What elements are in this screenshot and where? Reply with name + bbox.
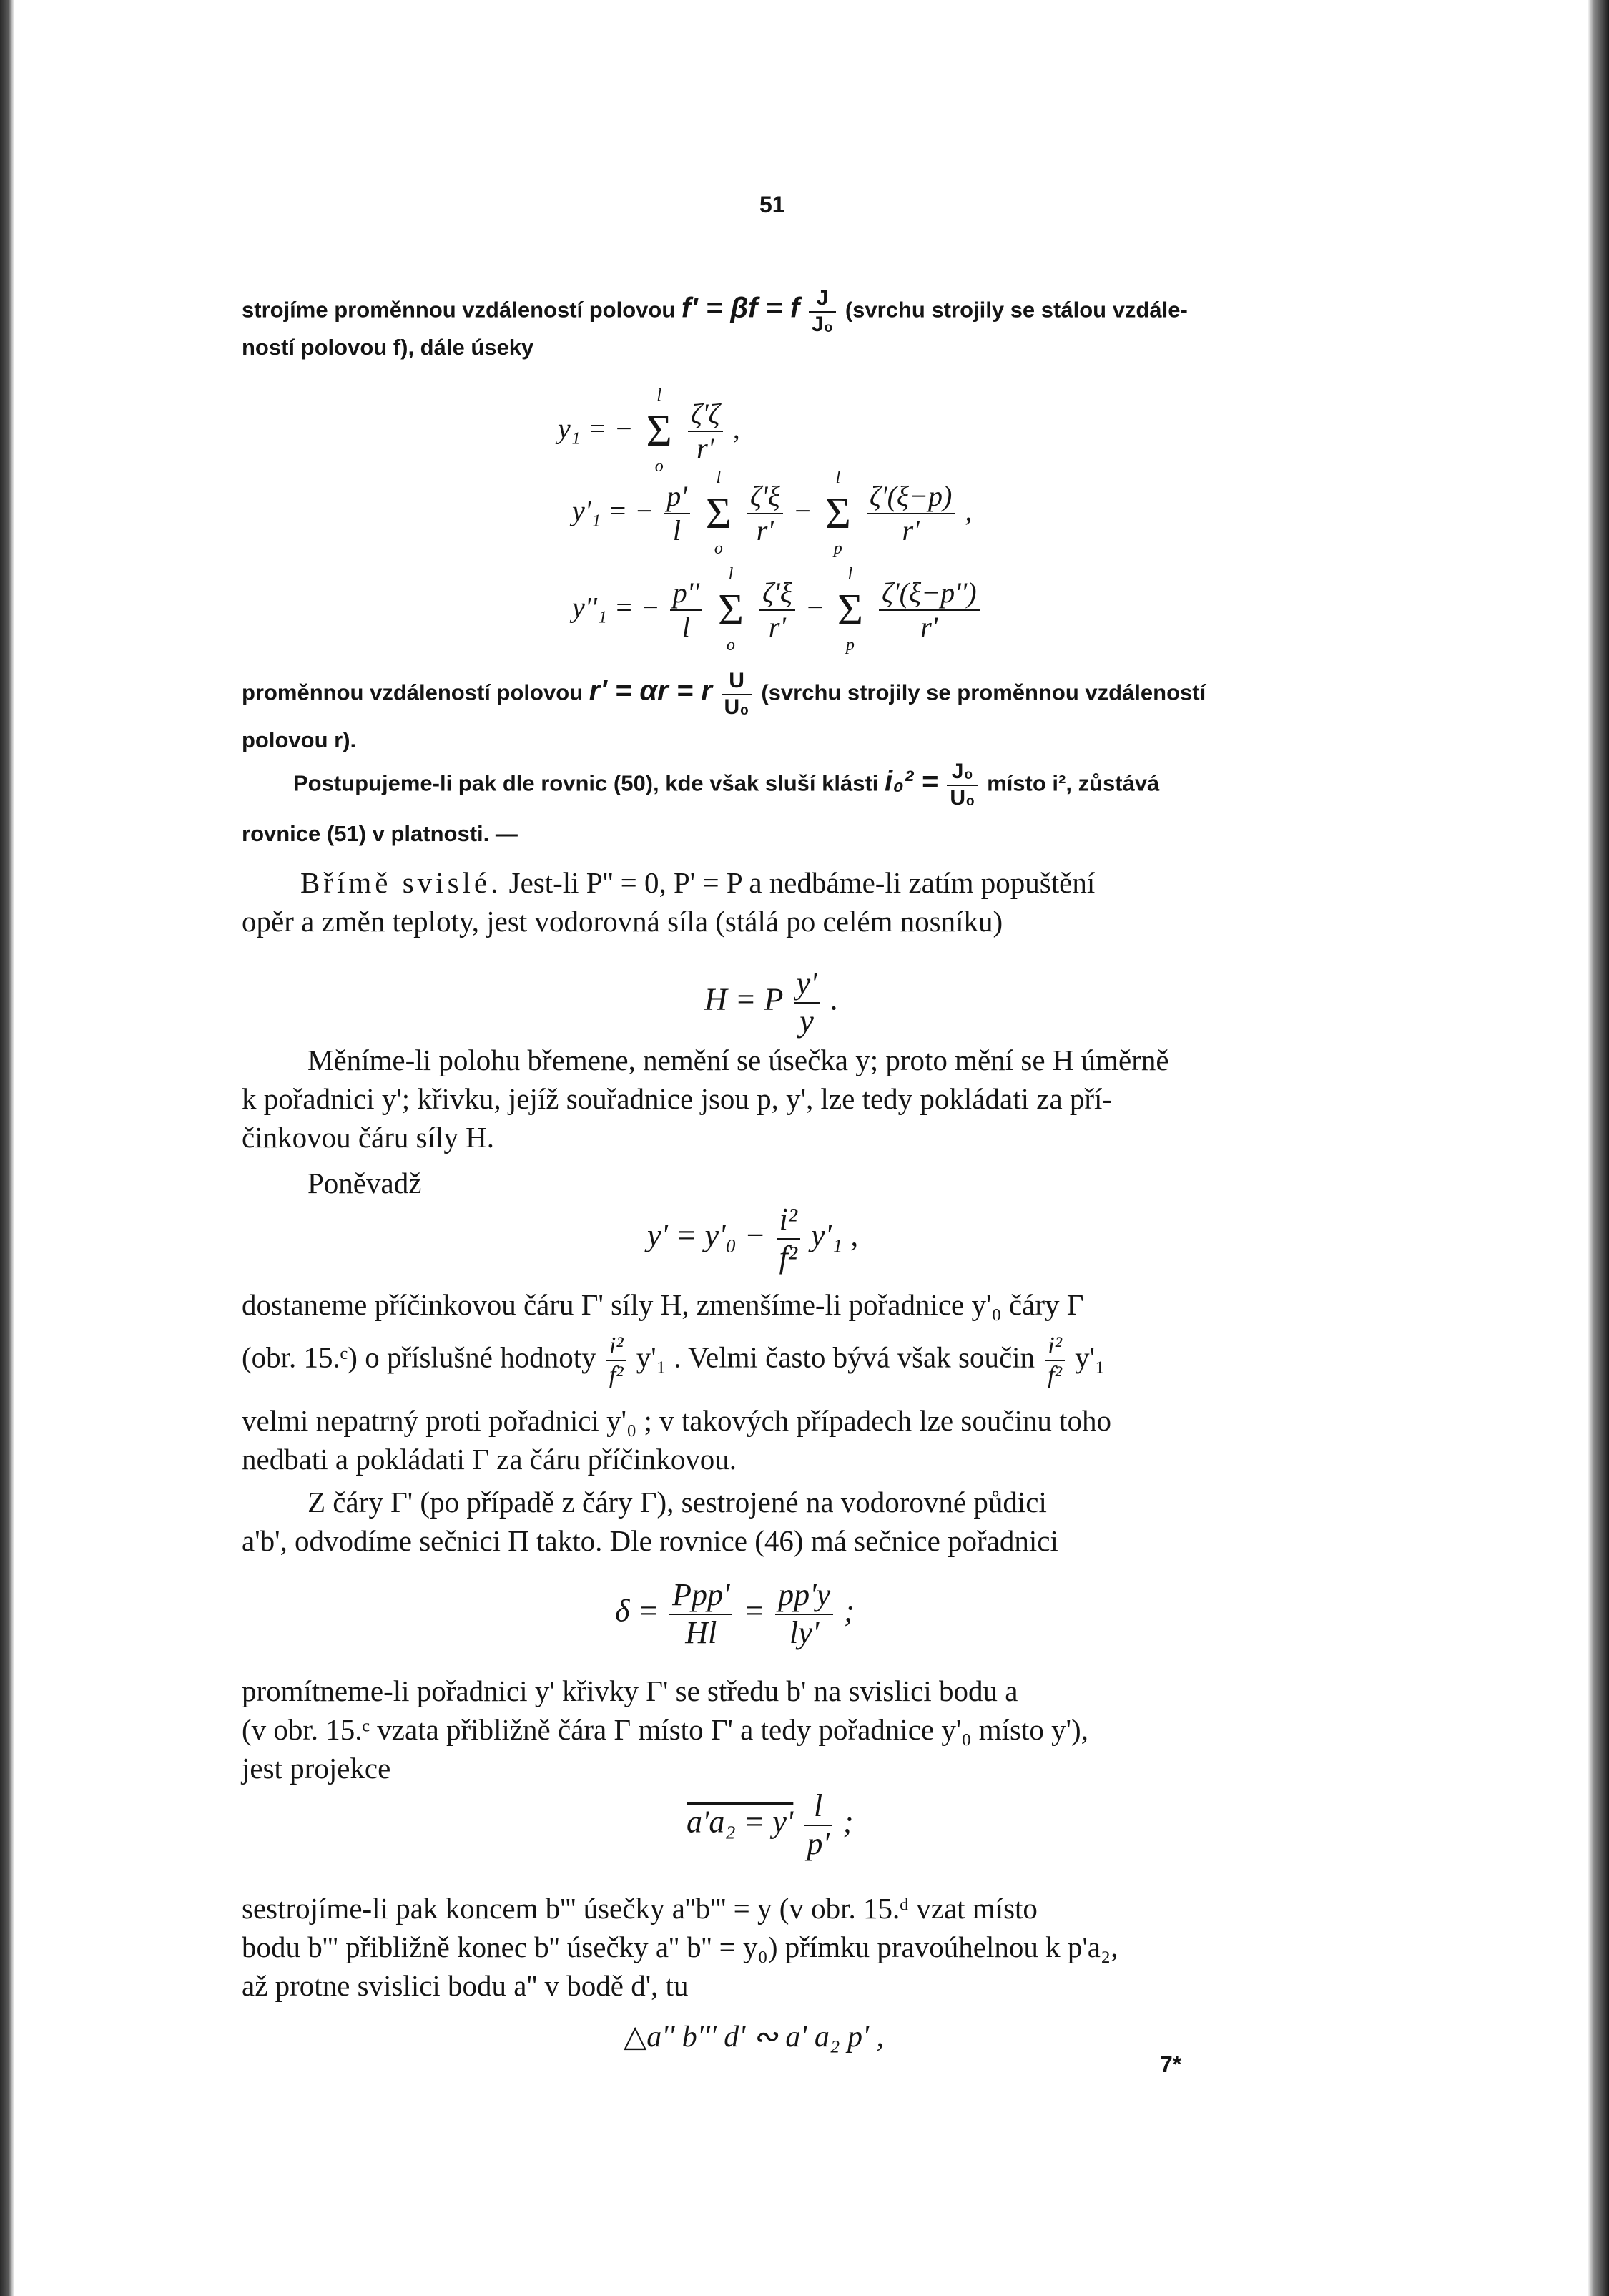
fraction-J0-over-U0 (947, 760, 978, 810)
fraction-denominator: Hl (685, 1614, 717, 1650)
page-number: 51 (759, 192, 785, 217)
fraction-numerator: ζ'ξ (759, 577, 795, 611)
equation-lhs: y₁ = − (558, 412, 634, 445)
equation-equals: = (743, 1593, 765, 1629)
fraction-denominator: r' (920, 611, 938, 644)
equation-comma: , (965, 494, 973, 527)
sum-limits (835, 565, 866, 655)
fraction-numerator: U (722, 669, 752, 695)
sum-sign: Σ (646, 406, 672, 456)
sum-sign: Σ (705, 489, 732, 538)
equation-H (704, 966, 839, 1039)
fraction-y-prime-over-y (794, 966, 820, 1039)
equation-semicolon: ; (844, 1593, 855, 1629)
equation-y1 (558, 386, 740, 476)
fraction-zeta (688, 398, 723, 465)
fraction-numerator: i² (777, 1202, 800, 1240)
fraction-J-over-J0 (809, 286, 836, 337)
sum-upper: l (835, 468, 841, 487)
text-line-1-end: (svrchu strojily se stálou vzdále- (845, 297, 1188, 323)
equation-triangle-similarity: △a'' b''' d' ∾ a' a₂ p' , (624, 2021, 884, 2054)
equation-comma: , (732, 412, 740, 445)
fraction-denominator: y (799, 1003, 814, 1039)
page-edge-right (1588, 0, 1609, 2296)
paragraph-5-line-1: Z čáry Γ' (po případě z čáry Γ), sestrojené na vodorovné půdici (307, 1486, 1047, 1519)
equation-tail: y'₁ , (810, 1217, 859, 1253)
text-line-3-end: (svrchu strojily se proměnnou vzdáleností (761, 680, 1206, 705)
equation-y1-double-prime: y''₁ = − $\frac{p''}{l}$ l Σ o $\frac{\zeta'\xi}{r'}$ − l Σ p $\frac{\zeta'(\xi-p'')}{r'}$ (572, 565, 983, 655)
sum-upper: l (716, 468, 722, 487)
text-line-5-start: Postupujeme-li pak dle rovnic (50), kde však sluší klásti (293, 770, 879, 796)
paragraph-4-text-a: (obr. 15.ᶜ) o příslušné hodnoty (242, 1340, 596, 1374)
fraction-p-over-l (664, 480, 690, 547)
fraction-numerator: pp'y (775, 1577, 833, 1615)
paragraph-7-line-3: až protne svislici bodu a'' v bodě d', tu (242, 1969, 689, 2002)
fraction-l-over-p (804, 1788, 832, 1862)
fraction-numerator: Ppp' (669, 1577, 732, 1615)
fraction-denominator: ly' (789, 1614, 820, 1650)
text-line-2: ností polovou f), dále úseky (242, 335, 534, 360)
sum-limits (703, 468, 734, 559)
paragraph-2-line-2: k pořadnici y'; křivku, jejíž souřadnice jsou p, y', lze tedy pokládati za pří- (242, 1082, 1113, 1115)
fraction-i2-over-f2 (777, 1202, 800, 1275)
equation-y1-prime: y'₁ = − $\frac{p'}{l}$ l Σ o $\frac{\zeta'\xi}{r'}$ − l Σ p $\frac{\zeta'(\xi-p)}{r'}$ , (572, 468, 973, 558)
fraction-numerator: l (804, 1788, 832, 1826)
fraction-Ppp-over-Hl (669, 1577, 732, 1651)
equation-lhs: y''₁ = − (572, 591, 660, 624)
sum-lower: o (714, 539, 723, 558)
equation-lhs: δ = (615, 1593, 659, 1629)
equation-y-prime (647, 1202, 858, 1275)
equation-i0: i₀² = (885, 765, 938, 798)
sum-lower: p (845, 635, 855, 654)
text-line-6: rovnice (51) v platnosti. — (242, 821, 518, 846)
equation-f-prime: f' = βf = f (681, 292, 800, 324)
text-line-5-end: místo i², zůstává (987, 770, 1160, 796)
paragraph-4-line-4: nedbati a pokládati Γ za čáru příčinkovou. (242, 1443, 737, 1476)
fraction-denominator: J₀ (812, 312, 834, 336)
fraction-denominator: U₀ (724, 695, 749, 719)
fraction-zeta-xi-minus-p (867, 480, 955, 547)
sum-limits (644, 386, 675, 476)
fraction-denominator: l (672, 514, 682, 547)
fraction-denominator: l (682, 611, 690, 644)
sum-lower: o (654, 456, 664, 476)
paragraph-4-line-1: dostaneme příčinkovou čáru Γ' síly H, zmenšíme-li pořadnice y'₀ čáry Γ (242, 1288, 1084, 1321)
fraction-U-over-U0 (722, 669, 752, 720)
paragraph-4-line-2 (242, 1332, 1105, 1389)
equation-projection (687, 1788, 853, 1862)
paragraph-4-text-c: y'₁ (1075, 1340, 1106, 1374)
paragraph-7-line-1: sestrojíme-li pak koncem b''' úsečky a''b''' = y (v obr. 15.ᵈ vzat místo (242, 1892, 1038, 1925)
sum-sign: Σ (717, 585, 744, 634)
fraction-numerator: i² (1045, 1332, 1065, 1361)
fraction-numerator: ζ'ξ (747, 480, 783, 514)
text-line-5 (293, 760, 1159, 810)
fraction-numerator: ζ'ζ (688, 398, 723, 432)
section-title: Břímě svislé. (300, 866, 502, 899)
paragraph-6-line-1: promítneme-li pořadnici y' křivky Γ' se středu b' na svislici bodu a (242, 1674, 1018, 1707)
sum-lower: p (833, 539, 842, 558)
equation-lhs: y' = y'₀ − (647, 1217, 766, 1253)
paragraph-1-text: Jest-li P'' = 0, P' = P a nedbáme-li zatím popuštění (508, 866, 1096, 899)
equation-delta (615, 1577, 855, 1651)
fraction-numerator: p'' (670, 577, 702, 611)
paragraph-5-line-2: a'b', odvodíme sečnici Π takto. Dle rovnice (46) má sečnice pořadnici (242, 1524, 1058, 1557)
equation-period: . (830, 981, 839, 1017)
paragraph-1-line-2: opěr a změn teploty, jest vodorovná síla (stálá po celém nosníku) (242, 905, 1003, 938)
equation-semicolon: ; (842, 1804, 854, 1840)
paragraph-7-line-2: bodu b''' přibližně konec b'' úsečky a'' b'' = y₀) přímku pravoúhelnou k p'a₂, (242, 1930, 1118, 1963)
paragraph-6-line-3: jest projekce (242, 1752, 391, 1785)
fraction-numerator: y' (794, 966, 820, 1004)
page-edge-left (0, 0, 14, 2296)
paragraph-2-line-1: Měníme-li polohu břemene, nemění se úsečka y; proto mění se H úměrně (307, 1044, 1169, 1076)
sheet-signature: 7* (1160, 2051, 1182, 2077)
paragraph-4-text-b: y'₁ . Velmi často bývá však součin (636, 1340, 1035, 1374)
fraction-denominator: r' (902, 514, 920, 547)
fraction-i2-over-f2-second (1045, 1332, 1065, 1389)
text-line-1-start: strojíme proměnnou vzdáleností polovou (242, 297, 676, 323)
paragraph-6-line-2: (v obr. 15.ᶜ vzata přibližně čára Γ místo Γ' a tedy pořadnice y'₀ místo y'), (242, 1713, 1088, 1746)
fraction-denominator: f² (779, 1239, 797, 1275)
fraction-numerator: ζ'(ξ−p'') (879, 577, 980, 611)
sum-sign: Σ (837, 585, 863, 634)
paragraph-3: Poněvadž (307, 1167, 422, 1199)
equation-lhs: H = P (704, 981, 783, 1017)
fraction-numerator: p' (664, 480, 690, 514)
equation-lhs: y'₁ = − (572, 494, 654, 527)
sum-upper: l (728, 565, 734, 584)
sum-limits (715, 565, 747, 655)
fraction-denominator: r' (768, 611, 786, 644)
fraction-p2-over-l (670, 577, 702, 644)
fraction-denominator: r' (697, 432, 714, 465)
text-line-3-start: proměnnou vzdáleností polovou (242, 680, 584, 705)
paragraph-4-line-3: velmi nepatrný proti pořadnici y'₀ ; v takových případech lze součinu toho (242, 1404, 1112, 1437)
sum-upper: l (656, 386, 662, 405)
sum-lower: o (726, 635, 735, 654)
fraction-numerator: J₀ (947, 760, 978, 786)
fraction-denominator: f² (1048, 1362, 1062, 1389)
text-line-4: polovou r). (242, 727, 357, 752)
fraction-numerator: ζ'(ξ−p) (867, 480, 955, 514)
fraction-denominator: U₀ (950, 785, 975, 810)
fraction-denominator: r' (756, 514, 774, 547)
text-line-3 (242, 669, 1206, 720)
sum-limits (822, 468, 854, 559)
sum-upper: l (847, 565, 853, 584)
fraction-ppy-over-ly (775, 1577, 833, 1651)
paragraph-1-line-1 (300, 865, 1095, 900)
equation-lhs: a'a₂ = y' (687, 1804, 794, 1840)
fraction-i2-over-f2 (606, 1332, 626, 1389)
fraction-denominator: f² (609, 1362, 624, 1389)
fraction-zeta-xi (759, 577, 795, 644)
text-line-1 (242, 286, 1188, 337)
fraction-zeta-xi-minus-p2 (879, 577, 980, 644)
equation-r-prime: r' = αr = r (589, 674, 712, 707)
fraction-numerator: i² (606, 1332, 626, 1361)
fraction-zeta-xi (747, 480, 783, 547)
sum-sign: Σ (825, 489, 851, 538)
fraction-denominator: p' (807, 1825, 830, 1861)
fraction-numerator: J (809, 286, 836, 313)
paragraph-2-line-3: činkovou čáru síly H. (242, 1121, 494, 1154)
